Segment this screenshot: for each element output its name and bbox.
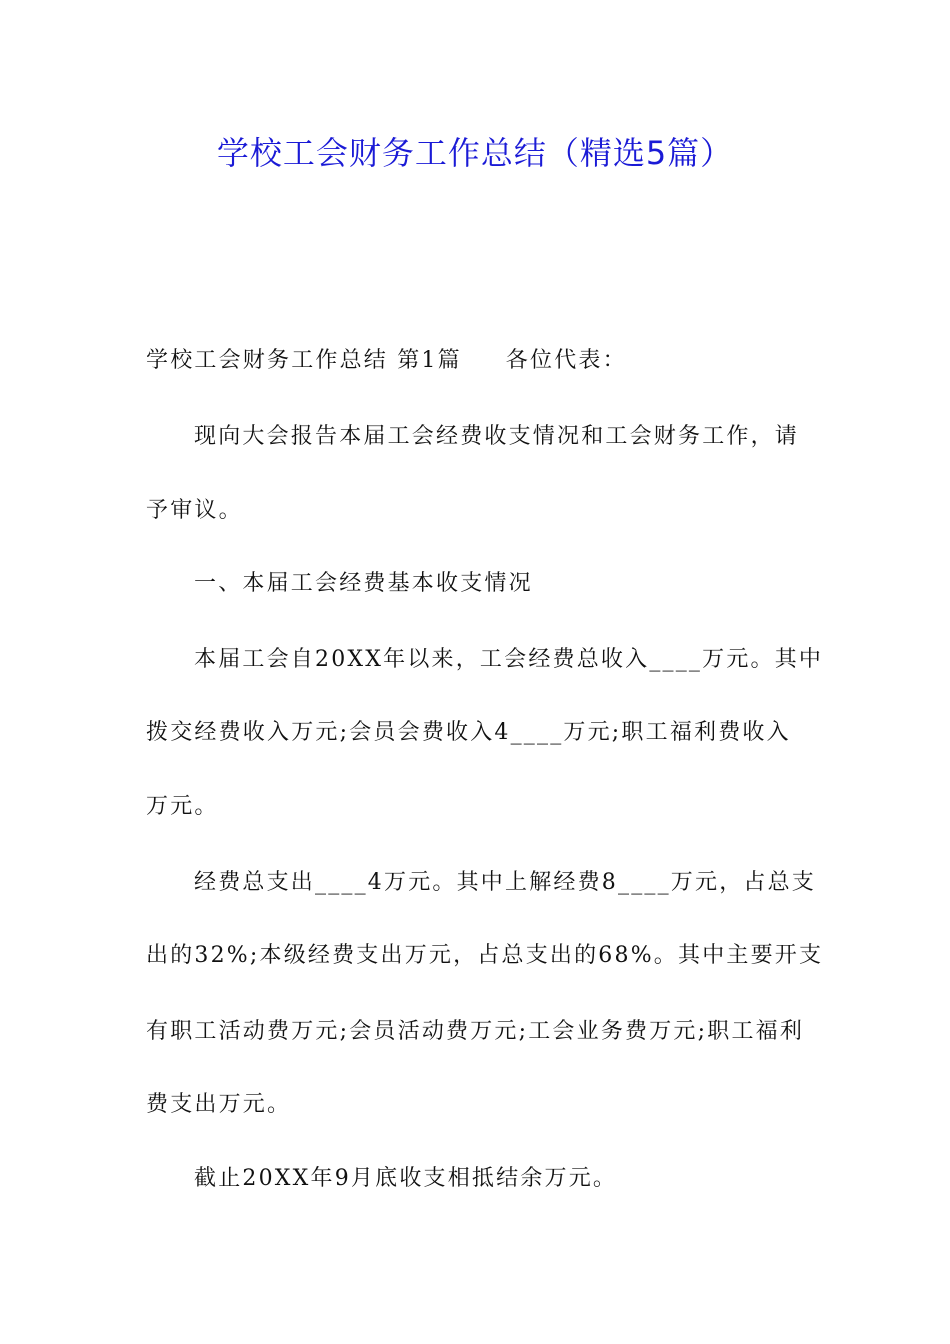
paragraph-line: 拨交经费收入万元;会员会费收入4____万元;职工福利费收入 [146, 720, 791, 745]
paragraph-line: 经费总支出____4万元。其中上解经费8____万元，占总支 [194, 870, 816, 895]
paragraph-line: 万元。 [146, 794, 219, 819]
section-heading [146, 346, 826, 376]
paragraph-line: 截止20XX年9月底收支相抵结余万元。 [194, 1166, 618, 1191]
paragraph-line: 有职工活动费万元;会员活动费万元;工会业务费万元;职工福利 [146, 1019, 805, 1044]
paragraph-line: 费支出万元。 [146, 1092, 292, 1117]
paragraph-line: 现向大会报告本届工会经费收支情况和工会财务工作，请 [194, 424, 800, 449]
salutation: 各位代表： [505, 348, 627, 373]
paragraph-line: 本届工会自20XX年以来，工会经费总收入____万元。其中 [194, 647, 824, 672]
paragraph-line: 予审议。 [146, 498, 243, 523]
section-heading-title: 学校工会财务工作总结 第1篇 [146, 348, 462, 373]
subsection-heading: 一、本届工会经费基本收支情况 [194, 571, 533, 596]
paragraph-line: 出的32%;本级经费支出万元，占总支出的68%。其中主要开支 [146, 943, 824, 968]
document-title: 学校工会财务工作总结（精选5篇） [216, 134, 734, 172]
